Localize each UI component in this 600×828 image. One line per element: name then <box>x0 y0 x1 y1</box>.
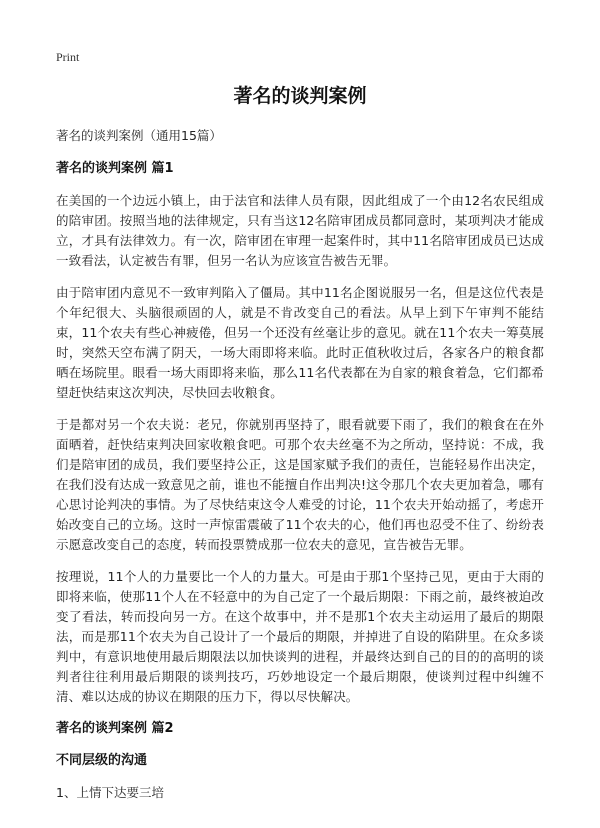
section-heading-2: 著名的谈判案例 篇2 <box>56 721 174 736</box>
document-title: 著名的谈判案例 <box>233 85 367 107</box>
paragraph: 于是都对另一个农夫说：老兄，你就别再坚持了，眼看就要下雨了，我们的粮食在在外面晒着，赶快结束判决回家收粮食吧。可那个农夫丝毫不为之所动，坚持说：不成，我们是陪审团的成员，我们要坚持公正，这是国家赋予我们的责任，岂能轻易作出决定，在我们没有达成一致意见之前，谁也不能擅自作出判决!这令那几个农夫更加着急，哪有心思讨论判决的事情。为了尽快结束这令人难受的讨论，11个农夫开始动摇了，考虑开始改变自己的立场。这时一声惊雷震破了11个农夫的心，他们再也忍受不住了、纷纷表示愿意改变自己的态度，转而投票赞成那一位农夫的意见，宣告被告无罪。 <box>56 417 544 552</box>
paragraph: 在美国的一个边远小镇上，由于法官和法律人员有限，因此组成了一个由12名农民组成的陪审团。按照当地的法律规定，只有当这12名陪审团成员都同意时，某项判决才能成立，才具有法律效力。有一次，陪审团在审理一起案件时，其中11名陪审团成员已达成一致看法，认定被告有罪，但另一名认为应该宣告被告无罪。 <box>56 193 544 268</box>
paragraph: 由于陪审团内意见不一致审判陷入了僵局。其中11名企图说服另一名，但是这位代表是个年纪很大、头脑很顽固的人，就是不肯改变自己的看法。从早上到下午审判不能结束，11个农夫有些心神疲倦，但另一个还没有丝毫让步的意见。就在11个农夫一筹莫展时，突然天空布满了阴天，一场大雨即将来临。此时正值秋收过后，各家各户的粮食都晒在场院里。眼看一场大雨即将来临，那么11名代表都在为自家的粮食着急，它们都希望赶快结束这次判决，尽快回去收粮食。 <box>56 285 544 400</box>
section-subheading: 不同层级的沟通 <box>56 753 148 768</box>
paragraph: 按理说，11个人的力量要比一个人的力量大。可是由于那1个坚持己见，更由于大雨的即将来临，使那11个人在不轻意中的为自己定了一个最后期限：下雨之前，最终被迫改变了看法，转而投向另一方。在这个故事中，并不是那1个农夫主动运用了最后的期限法，而是那11个农夫为自己设计了一个最后的期限，并掉进了自设的陷阱里。在众多谈判中，有意识地使用最后期限法以加快谈判的进程，并最终达到自己的目的的高明的谈判者往往利用最后期限的谈判技巧，巧妙地设定一个最后期限，使谈判过程中纠缠不清、难以达成的协议在期限的压力下，得以尽快解决。 <box>56 569 544 704</box>
print-link[interactable]: Print <box>56 50 80 64</box>
list-item: 1、上情下达要三培 <box>56 785 164 800</box>
section-heading-1: 著名的谈判案例 篇1 <box>56 161 174 176</box>
document-subtitle: 著名的谈判案例（通用15篇） <box>56 128 222 143</box>
